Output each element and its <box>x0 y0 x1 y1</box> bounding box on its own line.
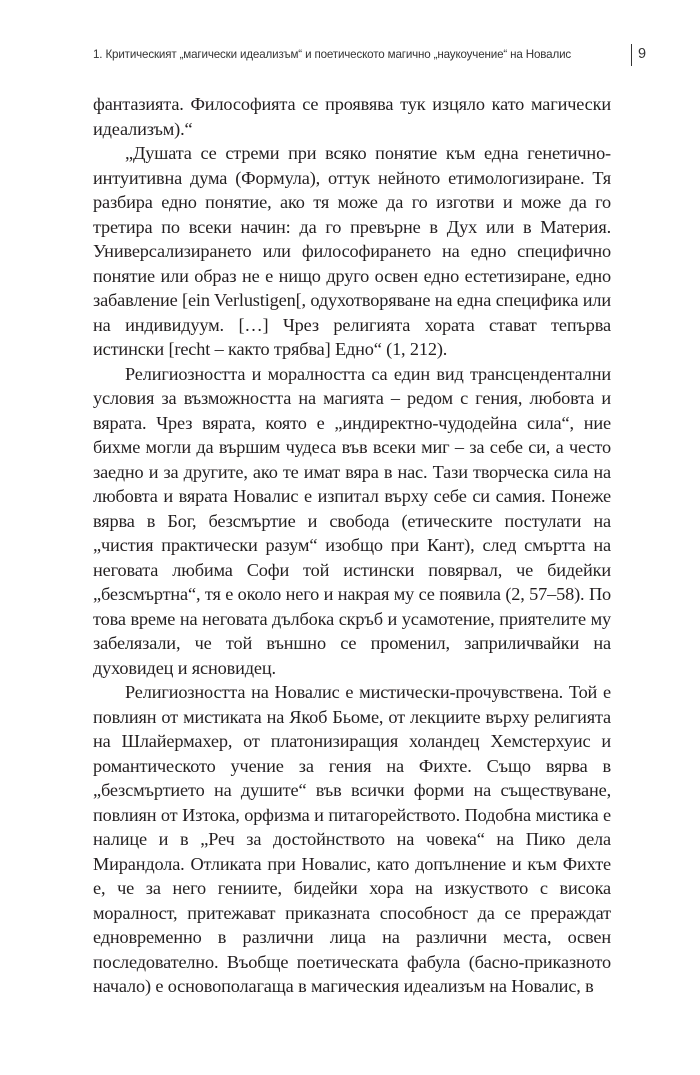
page-number: 9 <box>638 46 647 62</box>
paragraph-mysticism: Религиозността на Новалис е мистически-прочувствена. Той е повлиян от мистиката на Якоб Бьоме, от лекциите върху религията на Шлайермахер, от платонизиращия холандец Хемстерхуис и романтическото учение за гения на Фихте. Също вярва в „безсмъртието на душите“ във всички форми на съществуване, повлиян от Изтока, орфизма и питагорейството. Подобна мистика е налице и в „Реч за достойнството на човека“ на Пико дела Мирандола. Отликата при Новалис, като допълнение и към Фихте е, че за него гениите, бидейки хора на изкуството с висока моралност, притежават приказната способност да се прераждат едновременно в различни лица на различни места, освен последователно. Въобще поетическата фабула (басно-приказното начало) е основополагаща в магическия идеализъм на Новалис, в <box>93 682 611 996</box>
paragraph-continued: фантазията. Философията се проявява тук изцяло като магически идеализъм).“ <box>93 94 611 139</box>
running-header <box>93 44 653 68</box>
header-divider <box>631 44 632 66</box>
running-header-title: 1. Критическият „магически идеализъм“ и поетическото магично „наукоучение“ на Новалис <box>93 48 572 61</box>
body-text <box>93 92 611 999</box>
paragraph-quote: „Душата се стреми при всяко понятие към една генетично-интуитивна дума (Формула), оттук нейното етимологизиране. Тя разбира едно понятие, ако тя може да го изготви и може да го третира по всеки начин: да го превърне в Дух или в Материя. Универсализирането или философирането на едно специфично понятие или образ не е нищо друго освен едно естетизиране, едно забавление [ein Verlustigen[, одухотворяване на една специфика или на индивидуум. […] Чрез религията хората стават тепърва истински [recht – както трябва] Едно“ (1, 212). <box>93 143 611 359</box>
paragraph-religiosity-morality: Религиозността и моралността са един вид трансцендентални условия за възможността на магията – редом с гения, любовта и вярата. Чрез вярата, която е „индиректно-чудодейна сила“, ние бихме могли да вършим чудеса във всеки миг – за себе си, а често заедно и за другите, ако те имат вяра в нас. Тази творческа сила на любовта и вярата Новалис е изпитал върху себе си самия. Понеже вярва в Бог, безсмъртие и свобода (етическите постулати на „чистия практически разум“ изобщо при Кант), след смъртта на неговата любима Софи той истински повярвал, че бидейки „безсмъртна“, тя е около него и накрая му се появила (2, 57–58). По това време на неговата дълбока скръб и усамотение, приятелите му забелязали, че той външно се променил, заприличвайки на духовидец и ясновидец. <box>93 363 611 678</box>
